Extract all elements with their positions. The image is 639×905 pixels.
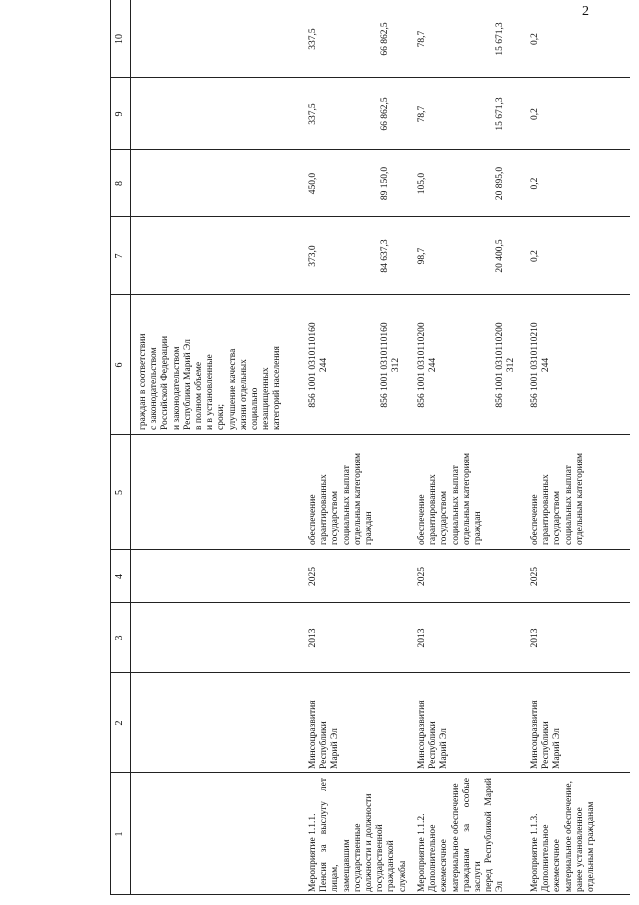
row1-value-2013-b: 84 637,3 [380,239,390,273]
text-line: категорий населения [272,346,283,430]
text-line: отдельным категориям [461,452,472,545]
text-line: улучшение качества [227,348,238,430]
col-divider-2 [110,672,630,673]
text-line: гарантированных [319,474,330,545]
col-divider-1 [110,772,630,773]
text-line: Мероприятие 1.1.3. [530,813,540,892]
text-line: 856 1001 0310110160 [380,322,390,408]
row1-start-year: 2013 [308,628,318,648]
text-line: отдельным гражданам [586,801,597,892]
text-line: социальных выплат [450,465,461,545]
text-line: государством [330,490,341,545]
row2-measure-name [417,778,507,892]
text-line: 856 1001 0310110200 [417,322,427,408]
text-line: и законодательством [171,346,182,430]
col-divider-7 [110,216,630,217]
row1-budget-code-b [380,295,402,435]
text-line: социальных выплат [341,465,352,545]
row2-budget-code-b [495,295,517,435]
text-line: обеспечение [308,494,318,545]
row3-budget-code-a [530,295,552,435]
header-col-1: 1 [114,831,126,837]
row1-value-col9-b: 66 862,5 [380,97,390,131]
text-line: замещавшим государственные [341,823,363,892]
text-line: сроки; [216,403,227,430]
text-line: Мероприятие 1.1.2. [417,813,427,892]
col-divider-9 [110,77,630,78]
text-line: ранее установленное [574,807,585,892]
row2-value-2013-b: 20 400,5 [495,239,505,273]
table-left-edge [110,894,630,895]
text-line: жизни отдельных [238,359,249,430]
row1-measure-name [308,778,409,892]
row2-expected-result [417,442,484,545]
row2-executor [417,677,451,769]
text-line: 244 [428,357,439,373]
row2-end-year: 2025 [417,567,427,586]
row2-value-col9-a: 78,7 [417,105,427,123]
header-col-8: 8 [114,181,126,186]
page-number: 2 [582,4,589,19]
text-line: 244 [541,357,552,373]
header-col-5: 5 [114,490,126,495]
text-line: отдельным категориям [574,452,585,545]
col-divider-3 [110,602,630,603]
row3-value-col9-a: 0,2 [530,108,540,120]
text-line: Минсоцразвития [417,700,427,769]
header-col-6: 6 [114,362,126,368]
row3-value-col8-a: 0,2 [530,177,540,190]
row1-value-col10-a: 337,5 [308,28,318,50]
col-divider-4 [110,549,630,550]
text-line: гарантированных [428,474,439,545]
row1-value-col9-a: 337,5 [308,103,318,125]
text-line: Марий Эл [439,728,450,769]
text-line: 856 1001 0310110210 [530,322,540,408]
row2-value-col10-b: 15 671,3 [495,22,505,56]
text-line: 312 [391,357,402,373]
header-col-9: 9 [114,111,126,117]
text-line: Минсоцразвития [308,700,318,769]
header-col-4: 4 [114,574,126,579]
text-line: гражданам за особые заслуги [461,778,484,892]
row1-value-col8-b: 89 150,0 [380,166,390,201]
text-line: 856 1001 0310110160 [308,322,318,408]
text-line: Республики [541,721,552,769]
text-line: граждан в соответствии [138,333,148,430]
row3-value-2013-a: 0,2 [530,250,540,262]
text-line: и в установленные [205,354,216,430]
rotated-table [110,0,630,895]
text-line: обеспечение [417,494,427,545]
text-line: гарантированных [541,474,552,545]
text-line: перед Республикой Марий Эл [484,778,506,892]
row1-end-year: 2025 [308,567,318,586]
text-line: отдельным категориям [352,452,363,545]
row1-expected-result [308,442,375,545]
text-line: Российской Федерации [160,335,171,430]
row2-start-year: 2013 [417,628,427,648]
col-divider-8 [110,149,630,150]
text-line: граждан [364,511,375,545]
text-line: незащищенных [261,367,272,430]
row1-executor [308,677,342,769]
row3-value-col10-a: 0,2 [530,33,540,45]
text-line: материальное обеспечение [450,783,461,892]
text-line: Минсоцразвития [530,700,540,769]
row1-value-col8-a: 450,0 [308,172,318,195]
row3-expected-result [530,442,586,545]
row2-value-col9-b: 15 671,3 [495,97,505,131]
header-col-2: 2 [114,720,126,726]
header-rule [130,0,131,895]
text-line: 856 1001 0310110200 [495,322,505,408]
row2-budget-code-a [417,295,439,435]
text-line: материальное обеспечение, [563,781,574,892]
text-line: в полном объеме [194,361,205,430]
row2-value-2013-a: 98,7 [417,247,427,265]
row2-value-col10-a: 78,7 [417,30,427,48]
row3-start-year: 2013 [530,628,540,648]
text-line: государством [552,490,563,545]
text-line: Дополнительное ежемесячное [428,824,450,892]
row1-budget-code-a [308,295,330,435]
text-line: Республики Марий Эл [182,339,193,430]
text-line: Пенсия за выслугу лет лицам, [319,778,341,892]
row3-measure-name [530,778,597,892]
header-col-7: 7 [114,253,126,259]
text-line: должности и должности [364,793,375,892]
text-line: Дополнительное ежемесячное [541,824,563,892]
text-line: государством [439,490,450,545]
text-line: службы [397,860,408,892]
text-line: социально [250,387,261,430]
text-line: Республики [428,721,439,769]
text-line: Марий Эл [330,728,341,769]
row3-executor [530,677,564,769]
header-col-10: 10 [114,34,126,44]
row1-value-col10-b: 66 862,5 [380,22,390,56]
text-line: 312 [506,357,517,373]
text-line: Марий Эл [552,728,563,769]
text-line: 244 [319,357,330,373]
text-line: Республики [319,721,330,769]
text-line: граждан [473,511,484,545]
header-col-3: 3 [114,635,126,641]
text-line: социальных выплат [563,465,574,545]
row1-value-2013-a: 373,0 [308,245,318,267]
continuation-goal-text [138,327,284,430]
row2-value-col8-b: 20 895,0 [495,166,505,201]
text-line: Мероприятие 1.1.1. [308,813,318,892]
row2-value-col8-a: 105,0 [417,172,427,195]
text-line: обеспечение [530,494,540,545]
text-line: государственной гражданской [375,824,397,892]
row3-end-year: 2025 [530,567,540,586]
text-line: с законодательством [149,347,160,430]
